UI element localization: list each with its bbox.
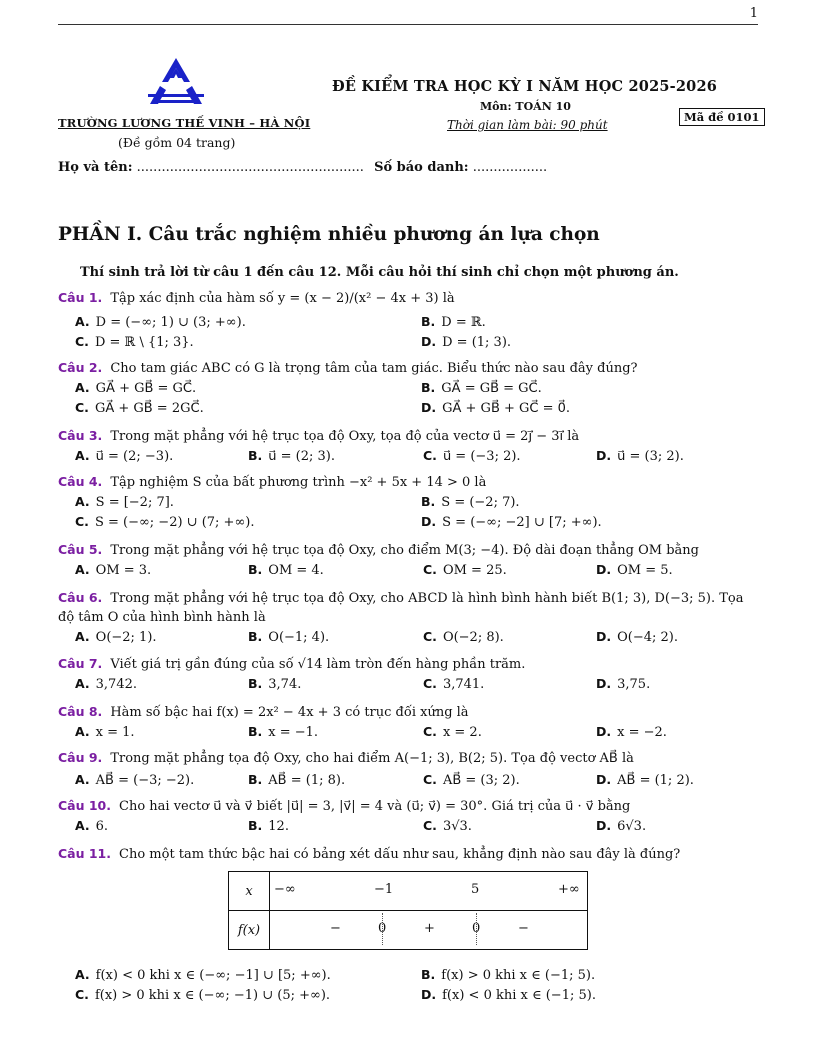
page-number: 1 bbox=[749, 6, 758, 21]
option-text: 12. bbox=[268, 819, 289, 834]
question-2-option-c[interactable] bbox=[75, 400, 204, 416]
question-3-option-c[interactable] bbox=[423, 448, 521, 464]
question-3 bbox=[58, 428, 579, 444]
option-text: GA⃗ + GB⃗ = GC⃗. bbox=[95, 381, 197, 396]
option-text: x = −2. bbox=[617, 725, 667, 740]
question-6-option-b[interactable] bbox=[248, 629, 329, 645]
option-text: O(−2; 8). bbox=[442, 630, 504, 645]
option-text: D = ℝ \ {1; 3}. bbox=[94, 335, 194, 350]
question-text: Tập nghiệm S của bất phương trình −x² + 5x + 14 > 0 là bbox=[110, 475, 487, 490]
option-letter: B. bbox=[248, 724, 263, 739]
option-letter: C. bbox=[423, 562, 437, 577]
x-value: 5 bbox=[471, 882, 480, 897]
option-text: AB⃗ = (1; 8). bbox=[268, 773, 346, 788]
question-8-option-d[interactable] bbox=[596, 724, 667, 740]
option-text: u⃗ = (3; 2). bbox=[617, 449, 684, 464]
question-8-option-c[interactable] bbox=[423, 724, 482, 740]
sign-table-fx-row bbox=[270, 911, 588, 950]
question-7-option-c[interactable] bbox=[423, 676, 484, 692]
option-text: u⃗ = (2; 3). bbox=[268, 449, 336, 464]
option-text: x = −1. bbox=[268, 725, 319, 740]
option-letter: B. bbox=[248, 818, 263, 833]
option-letter: C. bbox=[75, 514, 89, 529]
school-name: TRƯỜNG LƯƠNG THẾ VINH – HÀ NỘI bbox=[58, 116, 311, 130]
question-1-option-a[interactable] bbox=[75, 314, 246, 330]
option-letter: D. bbox=[596, 772, 612, 787]
section-title: PHẦN I. Câu trắc nghiệm nhiều phương án lựa chọn bbox=[58, 224, 600, 245]
sign-value: − bbox=[330, 921, 341, 936]
sign-value: + bbox=[424, 921, 435, 936]
x-value: −1 bbox=[374, 882, 394, 897]
id-label: Số báo danh: bbox=[374, 160, 469, 175]
question-label: Câu 2. bbox=[58, 360, 103, 375]
option-letter: B. bbox=[248, 772, 263, 787]
option-letter: C. bbox=[75, 987, 89, 1002]
option-letter: A. bbox=[75, 448, 90, 463]
option-text: 3,75. bbox=[617, 677, 651, 692]
option-text: D = ℝ. bbox=[441, 315, 486, 330]
question-text: Viết giá trị gần đúng của số √14 làm tròn đến hàng phần trăm. bbox=[110, 657, 526, 672]
question-11-option-c[interactable] bbox=[75, 987, 330, 1003]
question-label: Câu 9. bbox=[58, 750, 103, 765]
option-text: S = [−2; 7]. bbox=[95, 495, 174, 510]
page-count-note: (Đề gồm 04 trang) bbox=[118, 135, 236, 150]
option-text: u⃗ = (2; −3). bbox=[95, 449, 174, 464]
question-label: Câu 10. bbox=[58, 798, 112, 813]
option-text: AB⃗ = (1; 2). bbox=[617, 773, 694, 788]
id-dots: .................. bbox=[472, 160, 548, 175]
question-text: Cho một tam thức bậc hai có bảng xét dấu như sau, khẳng định nào sau đây là đúng? bbox=[119, 847, 681, 862]
x-value: −∞ bbox=[274, 882, 296, 897]
option-letter: C. bbox=[75, 400, 89, 415]
option-letter: A. bbox=[75, 314, 90, 329]
question-label: Câu 7. bbox=[58, 656, 103, 671]
question-2-option-d[interactable] bbox=[421, 400, 570, 416]
option-letter: D. bbox=[596, 629, 612, 644]
exam-title: ĐỀ KIỂM TRA HỌC KỲ I NĂM HỌC 2025-2026 bbox=[332, 78, 718, 95]
question-label: Câu 3. bbox=[58, 428, 103, 443]
question-9-option-c[interactable] bbox=[423, 772, 520, 788]
sign-value: − bbox=[518, 921, 529, 936]
question-7 bbox=[58, 656, 525, 672]
question-1-option-c[interactable] bbox=[75, 334, 194, 350]
option-letter: A. bbox=[75, 562, 90, 577]
exam-subject: Môn: TOÁN 10 bbox=[480, 100, 571, 113]
option-letter: A. bbox=[75, 494, 90, 509]
option-letter: C. bbox=[423, 724, 437, 739]
option-text: GA⃗ = GB⃗ = GC⃗. bbox=[441, 381, 542, 396]
sign-table-x-label: x bbox=[229, 872, 270, 911]
option-text: O(−1; 4). bbox=[268, 630, 330, 645]
question-1-option-d[interactable] bbox=[421, 334, 511, 350]
option-letter: B. bbox=[248, 676, 263, 691]
question-10-option-a[interactable] bbox=[75, 818, 108, 834]
question-6-option-c[interactable] bbox=[423, 629, 504, 645]
option-text: 6√3. bbox=[617, 819, 647, 834]
question-11-option-a[interactable] bbox=[75, 967, 331, 983]
question-10-option-b[interactable] bbox=[248, 818, 289, 834]
option-letter: C. bbox=[423, 676, 437, 691]
option-letter: B. bbox=[248, 562, 263, 577]
school-logo-icon bbox=[144, 56, 208, 108]
option-letter: B. bbox=[421, 380, 436, 395]
option-letter: C. bbox=[423, 818, 437, 833]
option-text: GA⃗ + GB⃗ + GC⃗ = 0⃗. bbox=[442, 401, 571, 416]
option-text: OM = 4. bbox=[268, 563, 324, 578]
sign-table bbox=[228, 871, 588, 950]
question-11-option-d[interactable] bbox=[421, 987, 596, 1003]
exam-code-box: Mã đề 0101 bbox=[679, 108, 765, 126]
option-text: S = (−∞; −2] ∪ [7; +∞). bbox=[442, 515, 602, 530]
option-text: S = (−2; 7). bbox=[441, 495, 520, 510]
question-label: Câu 5. bbox=[58, 542, 103, 557]
question-text: Trong mặt phẳng tọa độ Oxy, cho hai điểm A(−1; 3), B(2; 5). Tọa độ vectơ AB⃗ là bbox=[110, 751, 634, 766]
question-10-option-d[interactable] bbox=[596, 818, 646, 834]
option-letter: B. bbox=[421, 314, 436, 329]
option-letter: B. bbox=[248, 448, 263, 463]
question-4-option-d[interactable] bbox=[421, 514, 602, 530]
question-text: Tập xác định của hàm số y = (x − 2)/(x² − 4x + 3) là bbox=[110, 291, 455, 306]
question-text: Trong mặt phẳng với hệ trục tọa độ Oxy, cho điểm M(3; −4). Độ dài đoạn thẳng OM bằng bbox=[110, 543, 700, 558]
question-text-continued: độ tâm O của hình bình hành là bbox=[58, 610, 266, 625]
option-text: u⃗ = (−3; 2). bbox=[442, 449, 521, 464]
question-11 bbox=[58, 846, 680, 862]
question-2 bbox=[58, 360, 638, 376]
question-5-option-b[interactable] bbox=[248, 562, 324, 578]
option-letter: D. bbox=[421, 514, 437, 529]
option-text: 3,741. bbox=[442, 677, 485, 692]
question-text: Trong mặt phẳng với hệ trục tọa độ Oxy, tọa độ của vectơ u⃗ = 2j⃗ − 3i⃗ là bbox=[110, 429, 580, 444]
question-9-option-a[interactable] bbox=[75, 772, 194, 788]
option-letter: D. bbox=[421, 987, 437, 1002]
question-7-option-d[interactable] bbox=[596, 676, 650, 692]
option-text: GA⃗ + GB⃗ = 2GC⃗. bbox=[94, 401, 204, 416]
question-6 bbox=[58, 590, 744, 606]
question-3-option-b[interactable] bbox=[248, 448, 335, 464]
option-text: AB⃗ = (−3; −2). bbox=[95, 773, 195, 788]
option-letter: B. bbox=[421, 494, 436, 509]
question-4-option-c[interactable] bbox=[75, 514, 254, 530]
option-letter: C. bbox=[423, 448, 437, 463]
option-text: OM = 3. bbox=[95, 563, 152, 578]
question-7-option-b[interactable] bbox=[248, 676, 301, 692]
option-text: x = 1. bbox=[95, 725, 135, 740]
sign-value: 0 bbox=[378, 921, 387, 936]
student-info-line bbox=[58, 160, 547, 175]
option-letter: C. bbox=[423, 629, 437, 644]
option-text: 3,74. bbox=[268, 677, 302, 692]
question-5 bbox=[58, 542, 699, 558]
option-text: O(−2; 1). bbox=[95, 630, 157, 645]
option-text: O(−4; 2). bbox=[617, 630, 679, 645]
option-text: OM = 25. bbox=[442, 563, 507, 578]
question-2-option-b[interactable] bbox=[421, 380, 542, 396]
option-text: AB⃗ = (3; 2). bbox=[442, 773, 520, 788]
question-9-option-b[interactable] bbox=[248, 772, 345, 788]
question-2-option-a[interactable] bbox=[75, 380, 196, 396]
option-text: f(x) < 0 khi x ∈ (−1; 5). bbox=[442, 988, 596, 1003]
question-label: Câu 4. bbox=[58, 474, 103, 489]
section-instruction: Thí sinh trả lời từ câu 1 đến câu 12. Mỗi câu hỏi thí sinh chỉ chọn một phương án. bbox=[80, 265, 679, 280]
option-text: f(x) > 0 khi x ∈ (−∞; −1) ∪ (5; +∞). bbox=[94, 988, 331, 1003]
option-letter: C. bbox=[423, 772, 437, 787]
option-text: f(x) < 0 khi x ∈ (−∞; −1] ∪ [5; +∞). bbox=[95, 968, 331, 983]
question-label: Câu 8. bbox=[58, 704, 103, 719]
header-rule bbox=[58, 24, 758, 25]
question-8-option-a[interactable] bbox=[75, 724, 135, 740]
option-letter: A. bbox=[75, 629, 90, 644]
option-letter: B. bbox=[421, 967, 436, 982]
question-9 bbox=[58, 750, 634, 766]
question-5-option-c[interactable] bbox=[423, 562, 507, 578]
question-6-option-a[interactable] bbox=[75, 629, 157, 645]
question-1 bbox=[58, 290, 455, 306]
option-letter: C. bbox=[75, 334, 89, 349]
question-4-option-a[interactable] bbox=[75, 494, 174, 510]
question-1-option-b[interactable] bbox=[421, 314, 486, 330]
question-label: Câu 1. bbox=[58, 290, 103, 305]
option-letter: D. bbox=[421, 334, 437, 349]
option-text: 3,742. bbox=[95, 677, 138, 692]
question-5-option-a[interactable] bbox=[75, 562, 151, 578]
option-letter: D. bbox=[421, 400, 437, 415]
option-text: OM = 5. bbox=[617, 563, 673, 578]
option-letter: A. bbox=[75, 772, 90, 787]
question-6-option-d[interactable] bbox=[596, 629, 678, 645]
name-label: Họ và tên: bbox=[58, 160, 133, 175]
option-text: 6. bbox=[95, 819, 109, 834]
question-text: Hàm số bậc hai f(x) = 2x² − 4x + 3 có trục đối xứng là bbox=[110, 705, 469, 720]
question-3-option-a[interactable] bbox=[75, 448, 173, 464]
question-label: Câu 11. bbox=[58, 846, 112, 861]
option-letter: D. bbox=[596, 724, 612, 739]
sign-table-x-row bbox=[270, 872, 588, 911]
option-text: x = 2. bbox=[442, 725, 482, 740]
sign-table-fx-label: f(x) bbox=[229, 911, 270, 950]
x-value: +∞ bbox=[558, 882, 580, 897]
question-text: Cho hai vectơ u⃗ và v⃗ biết |u⃗| = 3, |v⃗| = 4 và (u⃗; v⃗) = 30°. Giá trị của u⃗ · v⃗ bằng bbox=[119, 799, 631, 814]
option-text: D = (−∞; 1) ∪ (3; +∞). bbox=[95, 315, 246, 330]
option-letter: A. bbox=[75, 818, 90, 833]
option-letter: D. bbox=[596, 448, 612, 463]
name-dots: ....................................................... bbox=[136, 160, 364, 175]
question-10-option-c[interactable] bbox=[423, 818, 472, 834]
option-letter: A. bbox=[75, 724, 90, 739]
question-label: Câu 6. bbox=[58, 590, 103, 605]
question-7-option-a[interactable] bbox=[75, 676, 137, 692]
question-4-option-b[interactable] bbox=[421, 494, 520, 510]
option-letter: A. bbox=[75, 967, 90, 982]
question-8-option-b[interactable] bbox=[248, 724, 318, 740]
question-10 bbox=[58, 798, 630, 814]
question-text: Cho tam giác ABC có G là trọng tâm của tam giác. Biểu thức nào sau đây đúng? bbox=[110, 361, 638, 376]
option-text: D = (1; 3). bbox=[442, 335, 512, 350]
option-text: f(x) > 0 khi x ∈ (−1; 5). bbox=[441, 968, 596, 983]
question-5-option-d[interactable] bbox=[596, 562, 673, 578]
option-letter: B. bbox=[248, 629, 263, 644]
option-text: S = (−∞; −2) ∪ (7; +∞). bbox=[94, 515, 255, 530]
option-text: 3√3. bbox=[442, 819, 472, 834]
question-text: Trong mặt phẳng với hệ trục tọa độ Oxy, cho ABCD là hình bình hành biết B(1; 3), D(−3; 5). Tọa bbox=[110, 591, 744, 606]
option-letter: D. bbox=[596, 676, 612, 691]
exam-time: Thời gian làm bài: 90 phút bbox=[447, 118, 608, 132]
option-letter: D. bbox=[596, 818, 612, 833]
option-letter: A. bbox=[75, 380, 90, 395]
question-9-option-d[interactable] bbox=[596, 772, 694, 788]
question-11-option-b[interactable] bbox=[421, 967, 595, 983]
sign-value: 0 bbox=[472, 921, 481, 936]
question-8 bbox=[58, 704, 469, 720]
question-4 bbox=[58, 474, 486, 490]
option-letter: A. bbox=[75, 676, 90, 691]
question-3-option-d[interactable] bbox=[596, 448, 684, 464]
option-letter: D. bbox=[596, 562, 612, 577]
